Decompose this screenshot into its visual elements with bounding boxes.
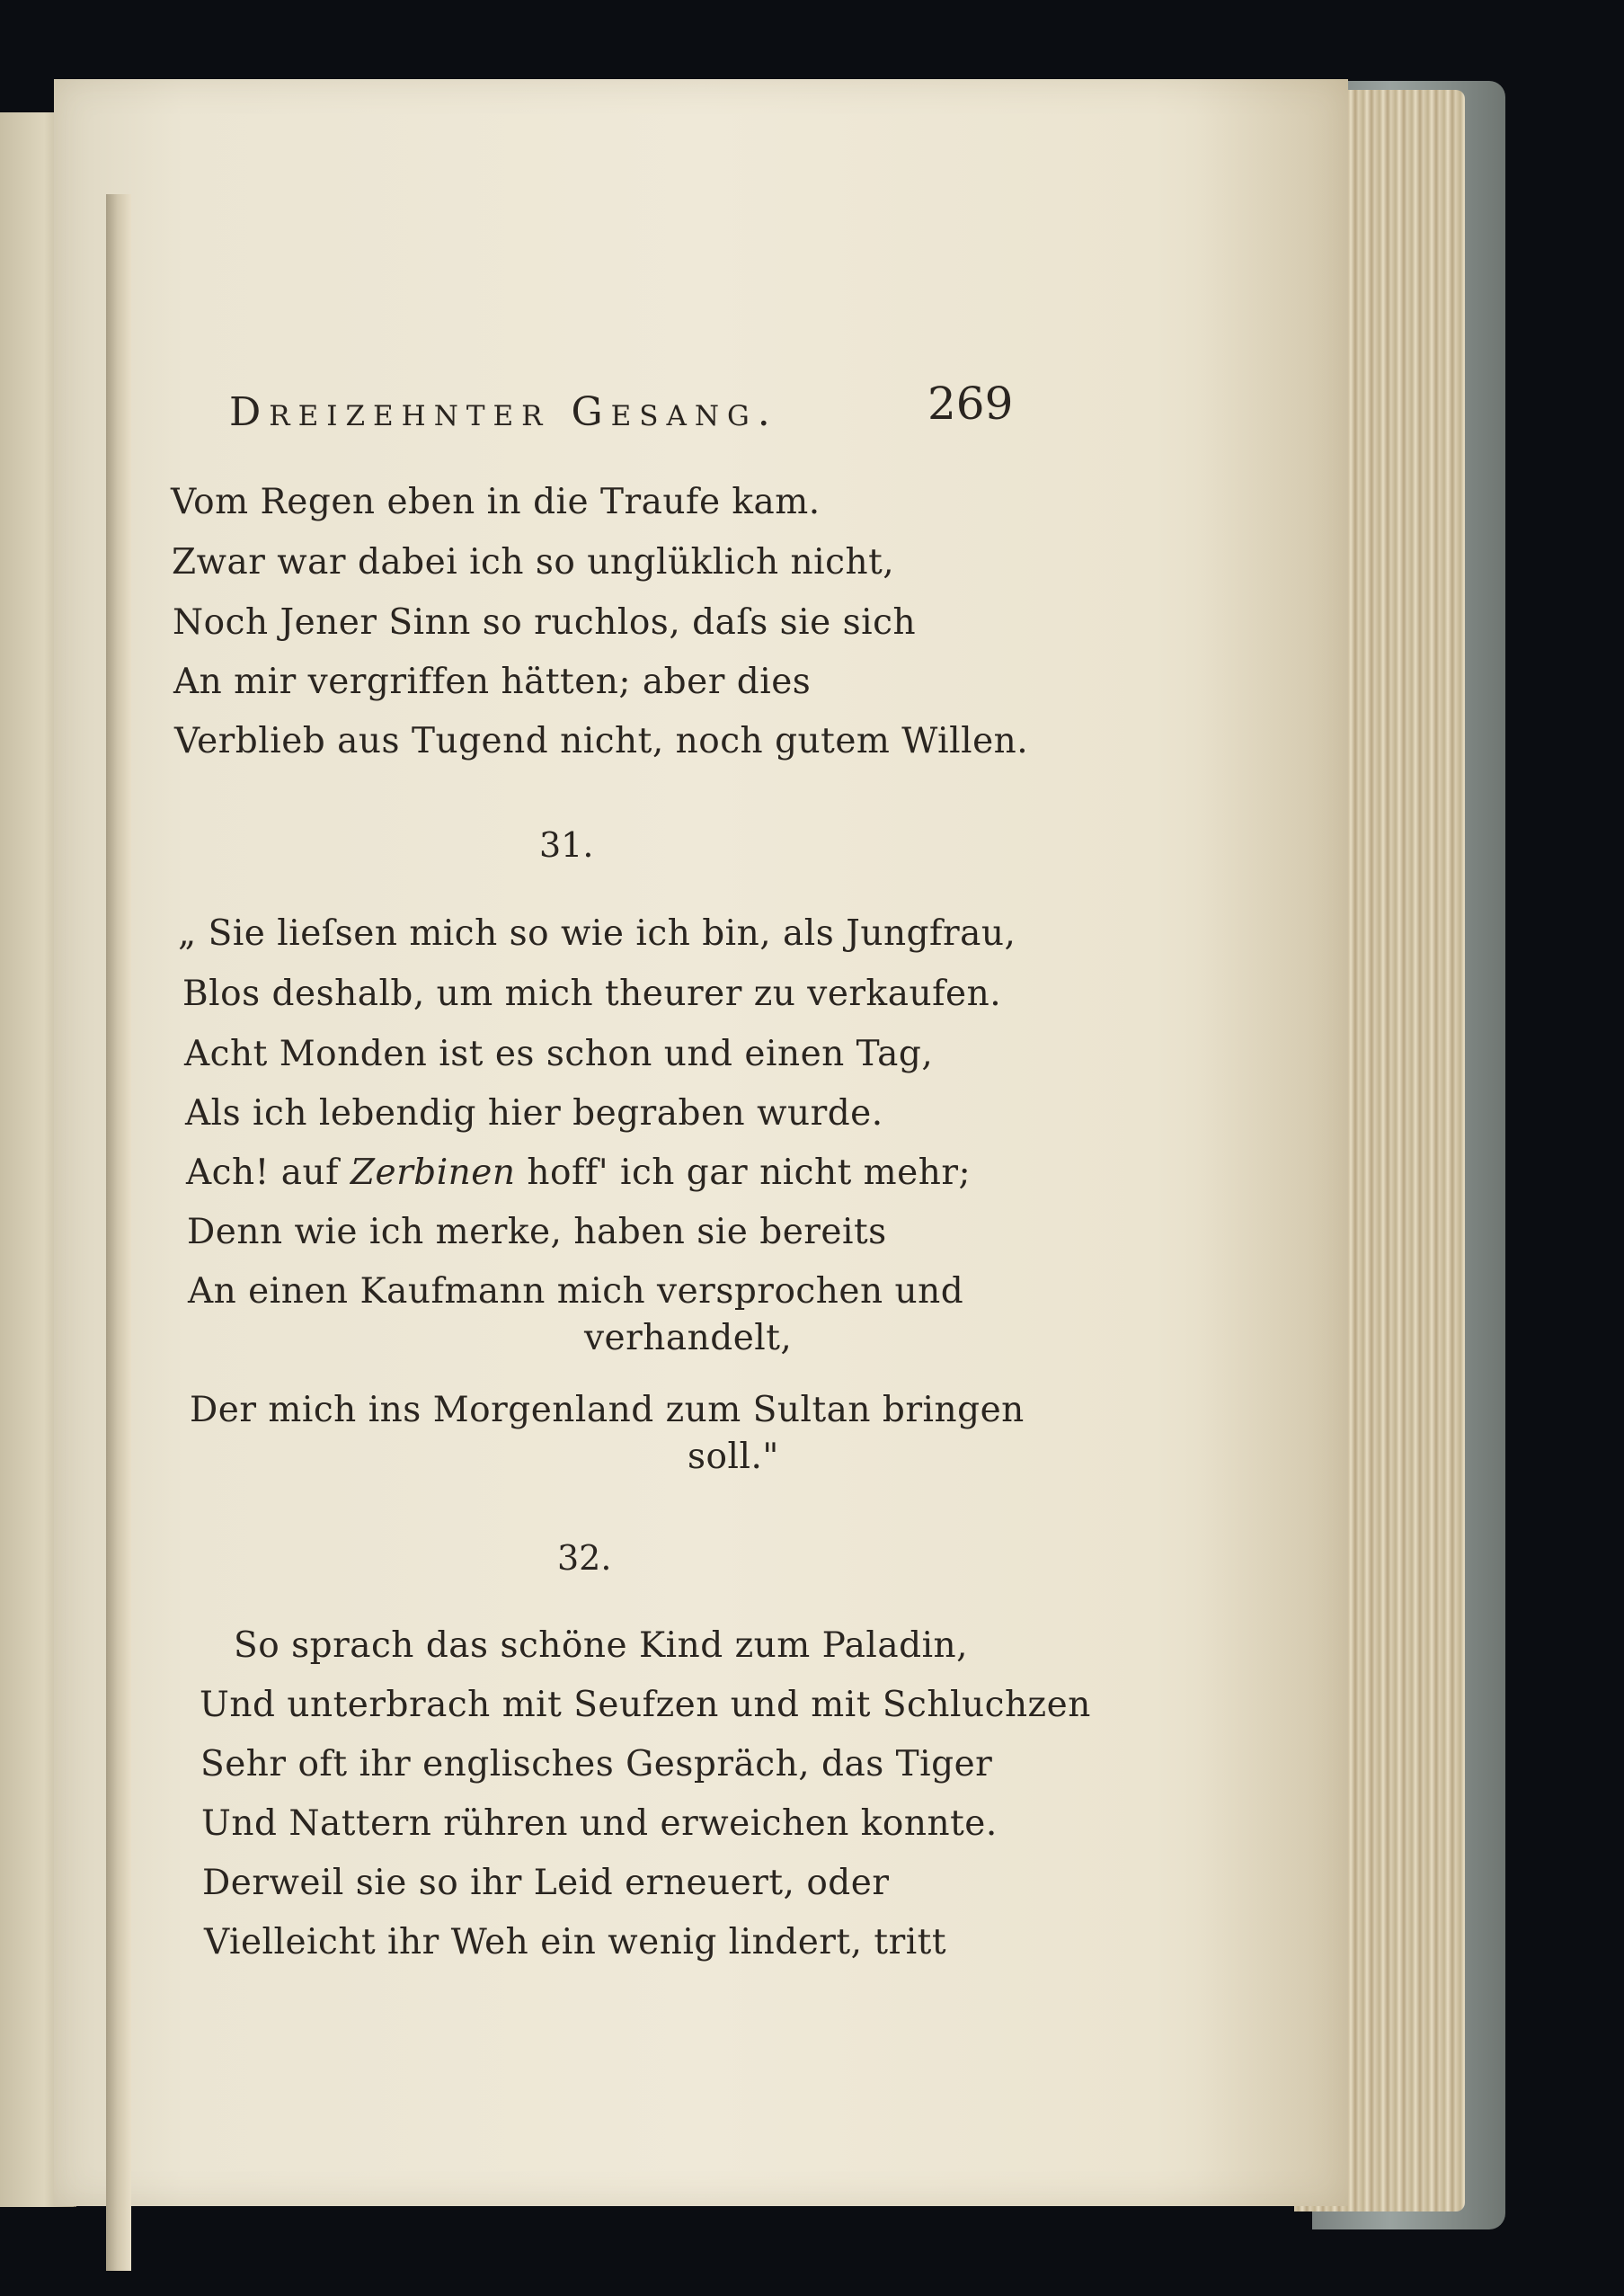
verse-line: Denn wie ich merke, haben sie bereits bbox=[187, 1212, 887, 1252]
verse-line: Blos deshalb, um mich theurer zu verkaufen. bbox=[182, 974, 1002, 1014]
verse-line-continuation: verhandelt, bbox=[584, 1318, 793, 1358]
verse-line: Und Nattern rühren und erweichen konnte. bbox=[201, 1803, 998, 1844]
verse-line: An mir vergriffen hätten; aber dies bbox=[173, 662, 812, 702]
running-title: Dreizehnter Gesang. bbox=[229, 389, 778, 435]
italic-name: Zerbinen bbox=[350, 1152, 516, 1193]
stanza-number: 31. bbox=[539, 825, 594, 865]
verse-line: So sprach das schöne Kind zum Paladin, bbox=[234, 1625, 969, 1666]
verse-line: Und unterbrach mit Seufzen und mit Schluchzen bbox=[200, 1685, 1091, 1725]
verse-line-text: hoff' ich gar nicht mehr; bbox=[527, 1152, 972, 1193]
verse-line: Vielleicht ihr Weh ein wenig lindert, tritt bbox=[204, 1922, 947, 1962]
verse-line-text: Ach! auf bbox=[186, 1152, 339, 1193]
verse-line: Sehr oft ihr englisches Gespräch, das Tiger bbox=[200, 1744, 993, 1784]
book-page bbox=[54, 79, 1348, 2206]
page-gutter bbox=[106, 194, 131, 2271]
verse-line: Zwar war dabei ich so unglüklich nicht, bbox=[172, 542, 895, 583]
verse-line: Als ich lebendig hier begraben wurde. bbox=[185, 1093, 883, 1134]
verse-line: „ Sie lieſsen mich so wie ich bin, als Jungfrau, bbox=[178, 913, 1016, 954]
verse-line: Derweil sie so ihr Leid erneuert, oder bbox=[202, 1863, 890, 1903]
verse-line: Verblieb aus Tugend nicht, noch gutem Willen. bbox=[174, 721, 1029, 761]
verse-line: Der mich ins Morgenland zum Sultan bringen bbox=[190, 1390, 1025, 1430]
verse-line bbox=[186, 1152, 971, 1193]
verse-line: Noch Jener Sinn so ruchlos, daſs sie sich bbox=[173, 602, 917, 643]
verse-line: Vom Regen eben in die Traufe kam. bbox=[171, 482, 821, 522]
verse-line-continuation: soll." bbox=[688, 1437, 779, 1477]
stanza-number: 32. bbox=[557, 1538, 612, 1578]
verse-line: An einen Kaufmann mich versprochen und bbox=[188, 1271, 964, 1312]
page-number: 269 bbox=[927, 378, 1014, 430]
verse-line: Acht Monden ist es schon und einen Tag, bbox=[184, 1034, 934, 1074]
